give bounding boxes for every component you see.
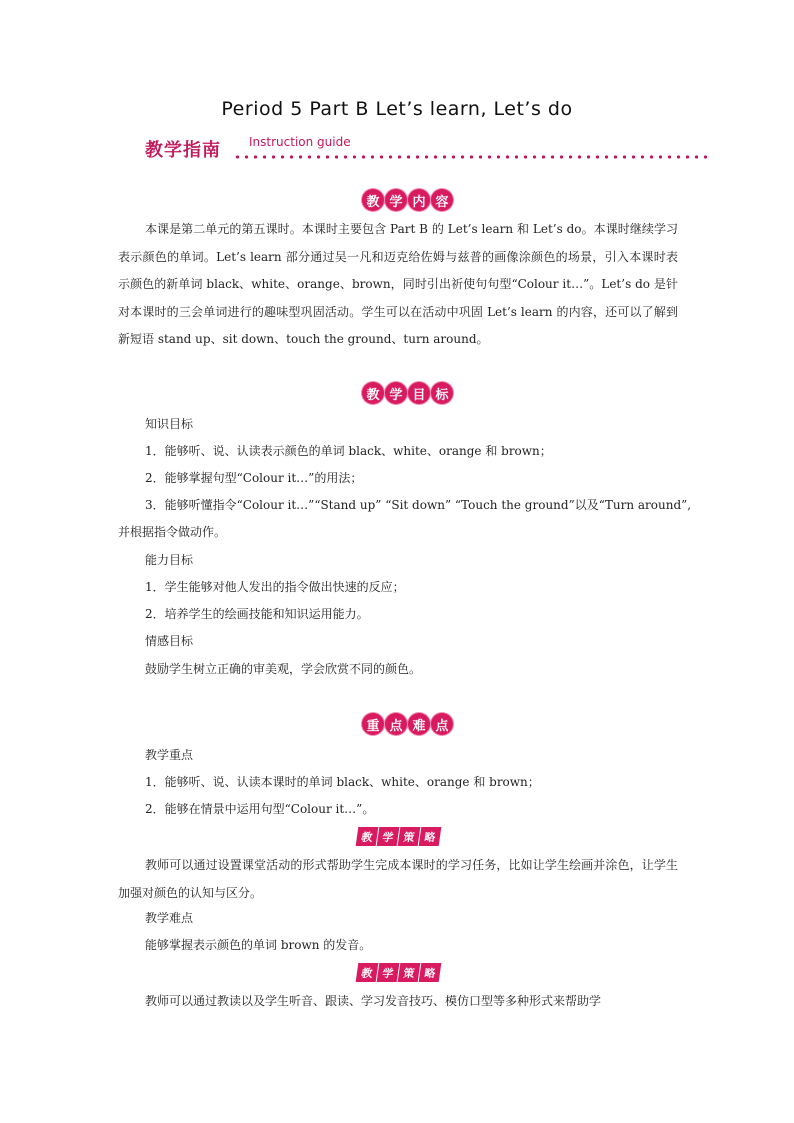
guide-title-en: Instruction guide xyxy=(249,135,351,149)
badge-char: 点 xyxy=(385,713,407,735)
strategy-badge-2 xyxy=(357,963,440,982)
ability-item-2: 2．培养学生的绘画技能和知识运用能力。 xyxy=(145,607,369,621)
ability-heading: 能力目标 xyxy=(145,553,194,567)
badge-char: 学 xyxy=(385,382,407,404)
badge-char: 教 xyxy=(356,963,379,982)
badge-char: 难 xyxy=(408,713,430,735)
knowledge-heading: 知识目标 xyxy=(145,417,194,431)
badge-char: 策 xyxy=(398,963,421,982)
section-badge-content xyxy=(362,189,453,211)
emotion-heading: 情感目标 xyxy=(145,634,194,648)
strategy-paragraph-1: 教师可以通过设置课堂活动的形式帮助学生完成本课时的学习任务，比如让学生绘画并涂色，让学生加强对颜色的认知与区分。 xyxy=(118,858,678,900)
badge-char: 策 xyxy=(398,827,421,846)
section-badge-keypoints xyxy=(362,713,453,735)
badge-char: 学 xyxy=(385,189,407,211)
badge-char: 学 xyxy=(377,827,400,846)
content-paragraph: 本课是第二单元的第五课时。本课时主要包含 Part B 的 Let’s learn 和 Let’s do。本课时继续学习表示颜色的单词。Let’s learn 部分通过吴一凡和迈克给佐姆与兹普的画像涂颜色的场景，引入本课时表示颜色的新单词 black、white、orange、brown，同时引出祈使句句型“Colour it…”。Let’s do 是针对本课时的三会单词进行的趣味型巩固活动。学生可以在活动中巩固 Let’s learn 的内容，还可以了解到新短语 stand up、sit down、touch the ground、turn around。 xyxy=(118,222,678,346)
badge-char: 内 xyxy=(408,189,430,211)
focus-heading: 教学重点 xyxy=(145,748,194,762)
section-badge-goals xyxy=(362,382,453,404)
badge-char: 教 xyxy=(356,827,379,846)
knowledge-item-3-cont: 并根据指令做动作。 xyxy=(118,525,227,539)
guide-title-cn: 教学指南 xyxy=(145,140,221,161)
badge-char: 略 xyxy=(419,963,442,982)
strategy-badge-1 xyxy=(357,827,440,846)
badge-char: 教 xyxy=(362,382,384,404)
ability-item-1: 1．学生能够对他人发出的指令做出快速的反应； xyxy=(145,580,405,594)
strategy-paragraph-2: 教师可以通过教读以及学生听音、跟读、学习发音技巧、模仿口型等多种形式来帮助学 xyxy=(145,994,602,1008)
badge-char: 点 xyxy=(431,713,453,735)
instruction-guide-header xyxy=(145,136,710,166)
difficulty-item-1: 能够掌握表示颜色的单词 brown 的发音。 xyxy=(145,938,372,952)
knowledge-item-2: 2．能够掌握句型“Colour it…”的用法； xyxy=(145,471,363,485)
knowledge-item-1: 1．能够听、说、认读表示颜色的单词 black、white、orange 和 brown； xyxy=(145,444,552,458)
badge-char: 教 xyxy=(362,189,384,211)
badge-char: 重 xyxy=(362,713,384,735)
badge-char: 标 xyxy=(431,382,453,404)
badge-char: 目 xyxy=(408,382,430,404)
badge-char: 学 xyxy=(377,963,400,982)
badge-char: 容 xyxy=(431,189,453,211)
knowledge-item-3: 3．能够听懂指令“Colour it…”“Stand up” “Sit down” “Touch the ground”以及“Turn around”, xyxy=(145,498,692,512)
focus-item-1: 1．能够听、说、认读本课时的单词 black、white、orange 和 brown； xyxy=(145,775,540,789)
page-title: Period 5 Part B Let’s learn, Let’s do xyxy=(221,98,573,120)
focus-item-2: 2．能够在情景中运用句型“Colour it…”。 xyxy=(145,802,375,816)
emotion-item-1: 鼓励学生树立正确的审美观，学会欣赏不同的颜色。 xyxy=(145,662,422,676)
difficulty-heading: 教学难点 xyxy=(145,911,194,925)
dotted-divider xyxy=(233,154,710,160)
badge-char: 略 xyxy=(419,827,442,846)
